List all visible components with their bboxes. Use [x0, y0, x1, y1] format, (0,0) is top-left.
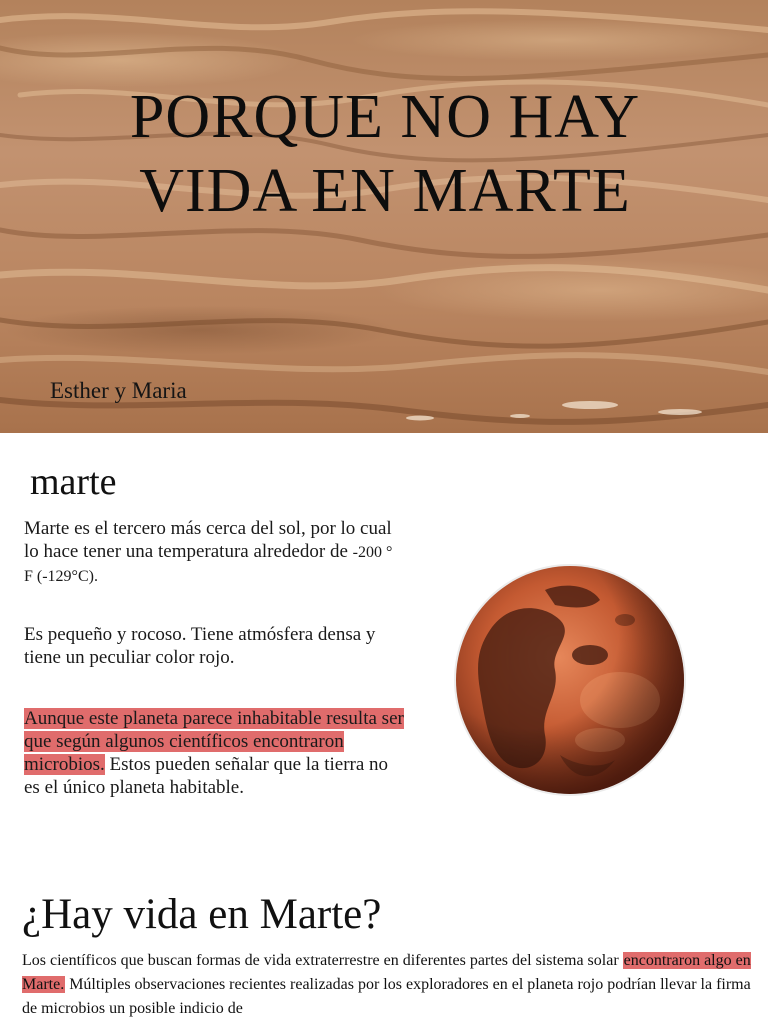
- paragraph-microbios: [24, 707, 404, 799]
- paragraph-description: Es pequeño y rocoso. Tiene atmósfera densa y tiene un peculiar color rojo.: [24, 624, 376, 668]
- paragraph-observaciones-after: Múltiples observaciones recientes realizadas por los exploradores en el planeta rojo podrían llevar la firma de microbios un posible indicio de: [22, 976, 751, 1017]
- section-heading-vida: ¿Hay vida en Marte?: [22, 891, 382, 938]
- mars-planet-image: [450, 560, 690, 800]
- authors-text: Esther y Maria: [50, 378, 187, 403]
- temperature-value: -200 ° F (-129°C).: [24, 544, 393, 585]
- title-slide: [0, 0, 768, 433]
- paragraph-observaciones: [22, 949, 752, 1021]
- paragraph-temperature: [24, 517, 404, 588]
- section-heading-marte: marte: [30, 461, 117, 503]
- highlighted-text: Aunque este planeta parece inhabitable resulta ser que según algunos científicos encontraron microbios.: [24, 708, 404, 775]
- slide-title-line-2: VIDA EN MARTE: [139, 157, 631, 225]
- highlighted-text-marte: encontraron algo en Marte.: [22, 952, 751, 993]
- paragraph-observaciones-before: Los científicos que buscan formas de vida extraterrestre en diferentes partes del sistema solar: [22, 952, 623, 969]
- paragraph-microbios-rest: Estos pueden señalar que la tierra no es el único planeta habitable.: [24, 754, 389, 798]
- paragraph-temperature-text: Marte es el tercero más cerca del sol, por lo cual lo hace tener una temperatura alrededor de: [24, 518, 392, 562]
- slide-title-line-1: PORQUE NO HAY: [129, 83, 641, 151]
